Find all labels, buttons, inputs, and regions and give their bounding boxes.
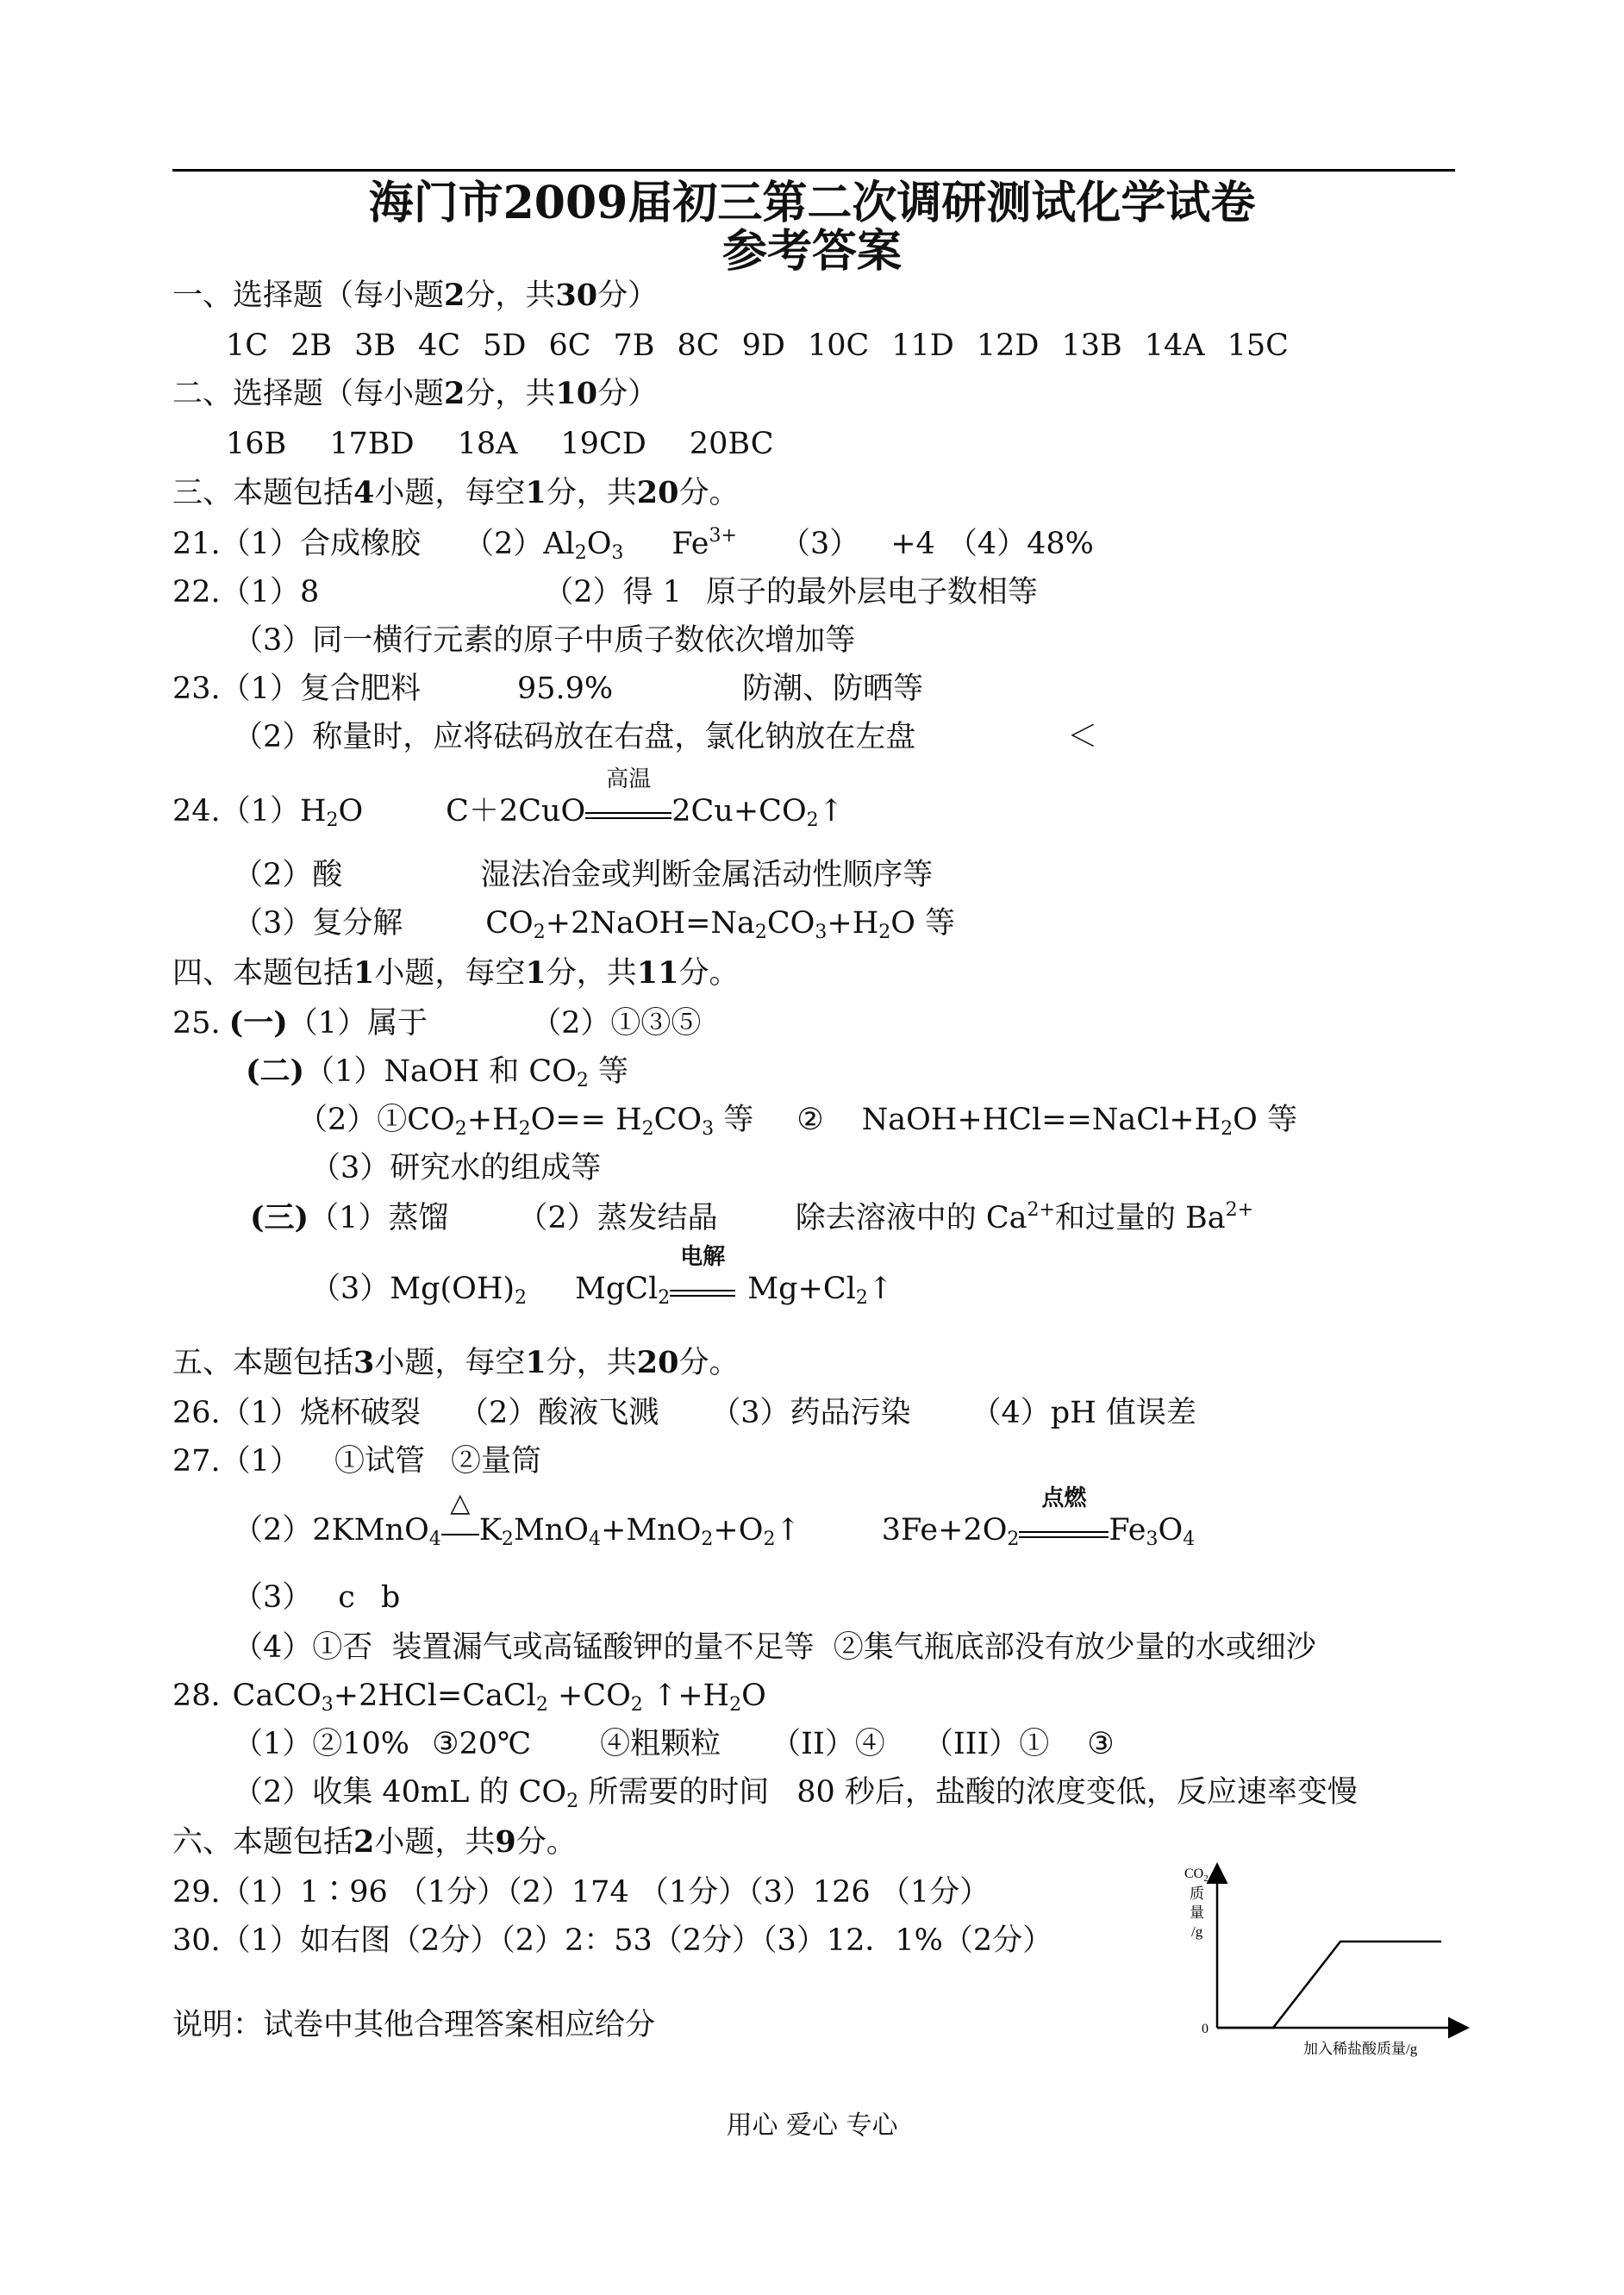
answer-item: 5D [483, 328, 527, 363]
page-title: 海门市2009届初三第二次调研测试化学试卷 [368, 177, 1256, 229]
answer-item: 17BD [329, 427, 415, 461]
answer-item: 13B [1061, 328, 1122, 363]
heading-text: 四、本题包括1小题，每空1分，共11分。 [172, 955, 740, 991]
heading-text: 五、本题包括3小题，每空1分，共20分。 [172, 1345, 740, 1380]
heading-text: 一、选择题（每小题2分，共30分） [172, 278, 659, 313]
section-4-heading [172, 955, 740, 991]
q24-line2: （2）酸 湿法冶金或判断金属活动性顺序等 [233, 858, 934, 892]
q24-line3: （3）复分解 $CO_2+2NaOH=Na_2CO_3+H_2O$ 等 [233, 906, 956, 943]
answer-item: 8C [677, 328, 720, 363]
q22-line2: （3）同一横行元素的原子中质子数依次增加等 [233, 623, 856, 658]
x-axis-label: 加入稀盐酸质量/g [1303, 2041, 1418, 2057]
footer: 用心 爱心 专心 [726, 2111, 898, 2141]
heading-text: 六、本题包括2小题，共9分。 [172, 1824, 577, 1860]
q23-line1: 23.（1）复合肥料 95.9% 防潮、防晒等 [172, 672, 924, 706]
heading-text: 二、选择题（每小题2分，共10分） [172, 376, 659, 411]
answer-item: 16B [226, 427, 287, 461]
q27-line1: 27.（1） ①试管 ②量筒 [172, 1444, 541, 1479]
q25-part2-line2: $(2)①CO_2+H_2O== H_2CO_3$ 等 ② $NaOH+HCl==NaCl+H_2O$ 等 [297, 1103, 1297, 1140]
answer-item: 7B [613, 328, 655, 363]
answer-item: 15C [1227, 328, 1289, 363]
y-label-co2: $CO_2$ [1184, 1867, 1209, 1884]
origin-label: 0 [1202, 2022, 1209, 2036]
top-rule [172, 169, 1455, 172]
note: 说明：试卷中其他合理答案相应给分 [172, 2008, 656, 2042]
answer-item: 2B [290, 328, 333, 363]
answer-item: 9D [741, 328, 785, 363]
section-2-heading [172, 376, 658, 412]
q28-line2: （1）②10% ③20℃ ④粗颗粒 （II）④ （III）① ③ [233, 1727, 1115, 1761]
section-5-heading [172, 1345, 740, 1381]
q26-line: 26.（1）烧杯破裂 （2）酸液飞溅 （3）药品污染 （4）pH 值误差 [172, 1396, 1196, 1430]
answer-item: 12D [976, 328, 1040, 363]
co2-series-line [1217, 1942, 1441, 2028]
section-6-heading [172, 1824, 577, 1860]
q24-line1: $24.(1)H_2O$ C＋2CuO 高温 $2Cu+CO_2↑$ [172, 766, 844, 831]
y-label-liang: 量 [1190, 1904, 1204, 1921]
answer-item: 19CD [560, 427, 646, 461]
q27-line3: （3） c b [233, 1580, 401, 1615]
answer-item: 1C [226, 328, 269, 363]
co2-mass-chart [1181, 1845, 1474, 2069]
section-1-heading [172, 278, 658, 314]
q28-line3: （2）收集 40mL 的 $CO_2$ 所需要的时间 80 秒后，盐酸的浓度变低，反应速率变慢 [233, 1775, 1358, 1812]
q25-part3-line1: (三)（1）蒸馏 （2）蒸发结晶 除去溶液中的 $Ca^{2+}$和过量的 $Ba^{2+}$ [250, 1199, 1254, 1235]
answer-item: 3B [354, 328, 397, 363]
q25-part1: 25. (一)（1）属于 （2）①③⑤ [172, 1005, 702, 1041]
answer-item: 6C [548, 328, 591, 363]
q25-part2-line1: (二)（1）NaOH 和 $CO_2$ 等 [246, 1054, 628, 1091]
answer-item: 10C [807, 328, 870, 363]
q27-line2: （2）2KMnO$_4$ △ $K_2MnO_4+MnO_2+O_2↑$ $3Fe+2O_2$ 点燃 $Fe_3O_4$ [233, 1485, 1196, 1550]
q25-part2-line3: （3）研究水的组成等 [310, 1151, 602, 1185]
y-label-unit: /g [1191, 1923, 1203, 1940]
section-1-answers [226, 328, 1311, 364]
y-label-zhi: 质 [1190, 1885, 1204, 1902]
q23-line2: （2）称量时，应将砝码放在右盘，氯化钠放在左盘 ＜ [233, 720, 1098, 754]
q22-line1: 22.（1）8 （2）得 1 原子的最外层电子数相等 [172, 575, 1038, 610]
page-subtitle: 参考答案 [721, 225, 902, 278]
q27-line4: （4）①否 装置漏气或高锰酸钾的量不足等 ②集气瓶底部没有放少量的水或细沙 [233, 1630, 1316, 1665]
answer-item: 11D [891, 328, 954, 363]
q28-line1: 28. CaCO$_3$+2HCl=CaCl$_2$ $+CO_2$ $↑+H_2O$ [172, 1679, 766, 1716]
q21-line: 21.（1）合成橡胶 $(2)Al_2O_3$ $Fe^{3+}$ （3） +4 （4）48% [172, 525, 1094, 564]
answer-item: 20BC [689, 427, 774, 461]
heading-text: 三、本题包括4小题，每空1分，共20分。 [172, 475, 740, 510]
q29-line: 29.（1）1∶96 （1分）（2）174 （1分）（3）126 （1分） [172, 1875, 990, 1910]
q30-line: 30.（1）如右图（2分）（2）2：53（2分）（3）12．1%（2分） [172, 1923, 1053, 1958]
section-3-heading [172, 475, 740, 511]
q25-part3-line2: $(3)Mg(OH)_2$ MgCl$_2$ 电解 $Mg+Cl_2↑$ [310, 1244, 894, 1309]
section-2-answers [226, 426, 816, 462]
answer-item: 18A [457, 427, 518, 461]
answer-item: 4C [418, 328, 461, 363]
answer-item: 14A [1144, 328, 1205, 363]
